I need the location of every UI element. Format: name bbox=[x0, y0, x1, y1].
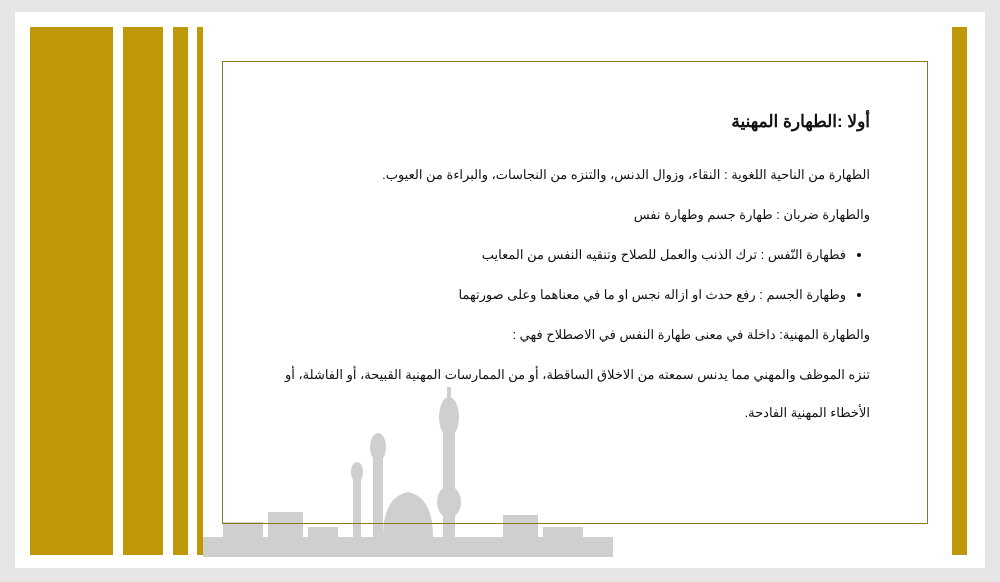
slide bbox=[15, 12, 985, 568]
types-list bbox=[265, 246, 870, 304]
decorative-gold-bar bbox=[30, 27, 113, 555]
list-item: • فطهارة النّفس : ترك الذنب والعمل للصلاح وتنقيه النفس من المعايب bbox=[265, 246, 846, 264]
decorative-gold-bar bbox=[123, 27, 163, 555]
list-item: • وطهارة الجسم : رفع حدث او ازاله نجس او ما في معناهما وعلى صورتهما bbox=[265, 286, 846, 304]
paragraph-professional: والطهارة المهنية: داخلة في معنى طهارة النفس في الاصطلاح فهي : bbox=[512, 327, 870, 342]
decorative-gold-bar bbox=[173, 27, 188, 555]
paragraph-linguistic-definition: الطهارة من الناحية اللغوية : النقاء، وزوال الدنس، والتنزه من النجاسات، والبراءة من العيوب. bbox=[382, 167, 870, 182]
slide-title: أولا :الطهارة المهنية bbox=[731, 112, 870, 131]
decorative-gold-bar bbox=[952, 27, 967, 555]
paragraph-definition: تنزه الموظف والمهني مما يدنس سمعته من الاخلاق الساقطة، أو من الممارسات المهنية القبيحة، أو الفاشلة، أو الأخطاء المهنية الفادحة. bbox=[284, 367, 870, 420]
paragraph-types: والطهارة ضربان : طهارة جسم وطهارة نفس bbox=[633, 207, 870, 222]
slide-body bbox=[265, 112, 870, 454]
